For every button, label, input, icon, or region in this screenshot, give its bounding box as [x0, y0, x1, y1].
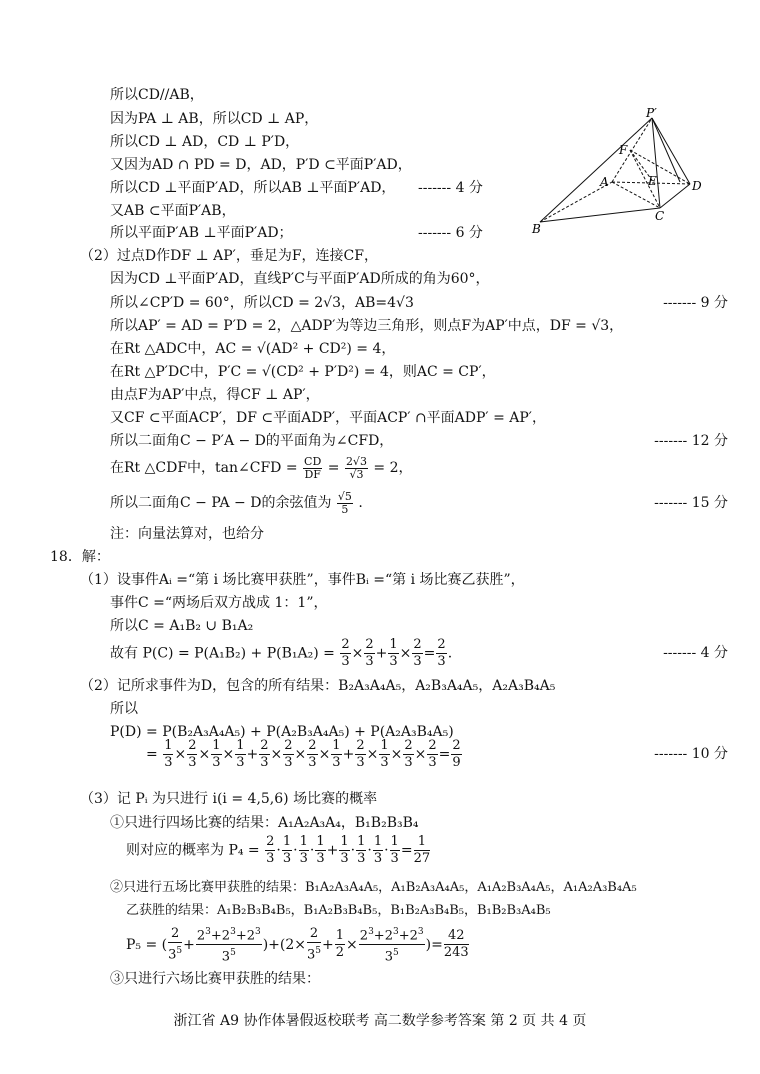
fraction: $\frac{CD}{DF}$ [304, 454, 322, 481]
text-line: 所以CD//AB， [110, 87, 204, 103]
text: 则对应的概率为 P₄ = [126, 842, 260, 859]
pc-line: 故有 P(C) = P(A₁B₂) + P(B₁A₂) = $\frac{2}{3}$ × $\frac{2}{3}$ + $\frac{1}{3}$ × $\frac{2}{3}$ = $\frac{2}{3}$ . [110, 637, 453, 669]
label-e: E [648, 174, 657, 188]
score-mark: ------- 10 分 [654, 746, 728, 762]
p4-line: 则对应的概率为 P₄ = $\frac{2}{3}$ · $\frac{1}{3}$ · $\frac{1}{3}$ · $\frac{1}{3}$ + $\frac{1}{3}$ · $\frac{1}{3}$ · $\frac{1}{3}$ · $\frac{1}{3}$ = $\frac{1}{27}$ [126, 834, 431, 866]
label-p: P′ [646, 106, 657, 120]
text-line: 由点F为AP′中点，得CF ⊥ AP′， [110, 387, 320, 403]
pyramid-figure [530, 104, 720, 234]
text-line: 又因为AD ∩ PD = D，AD，P′D ⊂平面P′AD， [110, 157, 412, 173]
text: = 2， [373, 460, 413, 476]
text-line: 又AB ⊂平面P′AB， [110, 203, 236, 219]
text-line: （2）过点D作DF ⊥ AP′，垂足为F，连接CF， [80, 248, 378, 264]
score-mark: ------- 6 分 [418, 225, 483, 241]
label-f: F [619, 143, 628, 157]
text-line: 所以平面P′AB ⊥平面P′AD； [110, 225, 293, 241]
label-b: B [532, 222, 541, 234]
text-line: 因为CD ⊥平面P′AD，直线P′C与平面P′AD所成的角为60°， [110, 271, 490, 287]
text-line: ②只进行五场比赛甲获胜的结果：B₁A₂A₃A₄A₅，A₁B₂A₃A₄A₅，A₁A₂B₃A₄A₅，A₁A₂A₃B₄A₅ [110, 880, 637, 895]
text-line: P(D) = P(B₂A₃A₄A₅) + P(A₂B₃A₄A₅) + P(A₂A₃B₄A₅) [110, 724, 454, 740]
label-d: D [692, 179, 702, 193]
text-line: 所以∠CP′D = 60°，所以CD = 2√3，AB=4√3 [110, 295, 414, 311]
text-line: 所以AP′ = AD = P′D = 2，△ADP′为等边三角形，则点F为AP′中点，DF = √3， [110, 318, 624, 334]
text-line: 所以CD ⊥ AD，CD ⊥ P′D， [110, 134, 300, 150]
text-line: 又CF ⊂平面ACP′，DF ⊂平面ADP′，平面ACP′ ∩平面ADP′ = AP′， [110, 410, 546, 426]
text-line: 所以 [110, 701, 138, 717]
text-line: 事件C =“两场后双方战成 1：1”， [110, 595, 328, 611]
score-mark: ------- 9 分 [663, 295, 728, 311]
score-mark: ------- 4 分 [418, 180, 483, 196]
text: 在Rt △CDF中，tan∠CFD = [110, 460, 298, 476]
cos-line [110, 490, 363, 516]
score-mark: ------- 4 分 [663, 645, 728, 661]
text-line: ③只进行六场比赛甲获胜的结果： [110, 971, 320, 987]
text-line: （1）设事件Aᵢ =“第 i 场比赛甲获胜”，事件Bᵢ =“第 i 场比赛乙获胜”， [80, 572, 525, 588]
text: . [358, 495, 363, 511]
text-line: 所以C = A₁B₂ ∪ B₁A₂ [110, 618, 254, 634]
tan-line: 在Rt △CDF中，tan∠CFD = $\frac{CD}{DF}$ = $\frac{2√3}{√3}$ = 2， [110, 454, 413, 481]
note: 注：向量法算对，也给分 [110, 526, 264, 542]
text-line: （2）记所求事件为D，包含的所有结果：B₂A₃A₄A₅，A₂B₃A₄A₅，A₂A₃B₄A₅ [80, 678, 556, 694]
page-footer: 浙江省 A9 协作体暑假返校联考 高二数学参考答案 第 2 页 共 4 页 [173, 1013, 587, 1029]
text-line: 在Rt △ADC中，AC = √(AD² + CD²) = 4， [110, 341, 396, 357]
text-line: 因为PA ⊥ AB，所以CD ⊥ AP， [110, 111, 319, 127]
text-line: 所以二面角C − P′A − D的平面角为∠CFD， [110, 433, 394, 449]
score-mark: ------- 15 分 [654, 495, 728, 511]
fraction: $\frac{42}{243}$ [443, 928, 469, 961]
text-line: 在Rt △P′DC中，P′C = √(CD² + P′D²) = 4，则AC = CP′， [110, 364, 496, 380]
text: 所以二面角C − PA − D的余弦值为 [110, 495, 332, 511]
text-line: （3）记 Pᵢ 为只进行 i(i = 4,5,6) 场比赛的概率 [80, 791, 378, 807]
label-a: A [600, 175, 609, 189]
score-mark: ------- 12 分 [654, 433, 728, 449]
question-heading: 18．解： [50, 549, 110, 565]
text-line: 所以CD ⊥平面P′AD，所以AB ⊥平面P′AD， [110, 180, 396, 196]
fraction: $\frac{√5}{5}$ [337, 489, 352, 516]
label-c: C [655, 209, 665, 223]
p5-line: P₅ = ( $\frac{2}{3^5}$ + $\frac{2^3+2^3+2^3}{3^5}$ )+(2× $\frac{2}{3^5}$ + $\frac{1}{2}$ × $\frac{2^3+2^3+2^3}{3^5}$ )= $\frac{42}{243}$ [126, 924, 470, 966]
fraction: $\frac{2√3}{√3}$ [345, 454, 367, 481]
text: 故有 P(C) = P(A₁B₂) + P(B₁A₂) = [110, 645, 335, 662]
text: P₅ = [126, 936, 158, 953]
text-line: ①只进行四场比赛的结果：A₁A₂A₃A₄，B₁B₂B₃B₄ [110, 815, 419, 831]
pd-calc: = $\frac{1}{3}$ × $\frac{2}{3}$ × $\frac{1}{3}$ × $\frac{1}{3}$ + $\frac{2}{3}$ × $\frac{2}{3}$ × $\frac{2}{3}$ × $\frac{1}{3}$ + $\frac{2}{3}$ × $\frac{1}{3}$ × $\frac{2}{3}$ × $\frac{2}{3}$ = $\frac{2}{9}$ [146, 738, 461, 770]
text-line: 乙获胜的结果：A₁B₂B₃B₄B₅，B₁A₂B₃B₄B₅，B₁B₂A₃B₄B₅，B₁B₂B₃A₄B₅ [126, 903, 551, 918]
